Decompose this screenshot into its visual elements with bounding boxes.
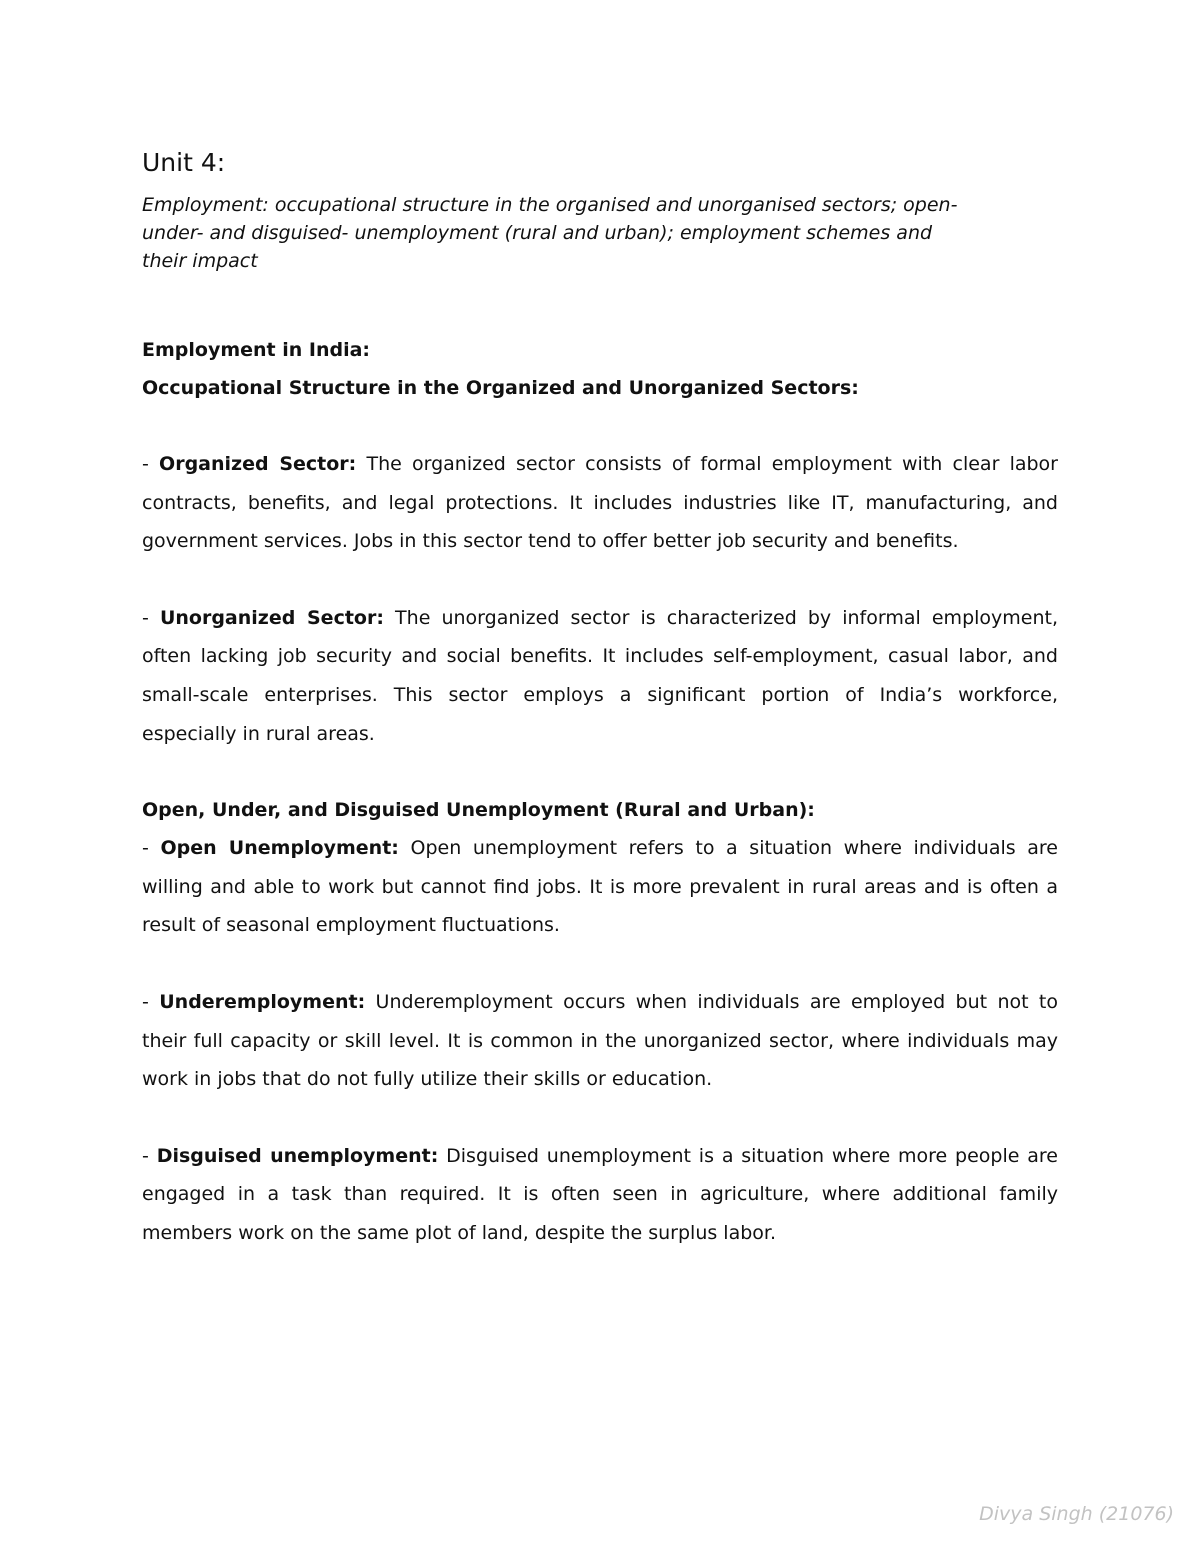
paragraph-unorganized-sector <box>142 599 1058 753</box>
bullet-dash: - <box>142 1144 157 1167</box>
heading-unemployment-types: Open, Under, and Disguised Unemployment (Rural and Urban): <box>142 799 815 822</box>
term-open-unemployment: Open Unemployment: <box>160 837 399 860</box>
term-underemployment: Underemployment: <box>159 990 366 1013</box>
heading-occupational-structure: Occupational Structure in the Organized and Unorganized Sectors: <box>142 377 859 399</box>
text-disguised-unemployment: Disguised unemployment is a situation where more people are engaged in a task than required. It is often seen in agriculture, where additional family members work on the same plot of land, despite the surplus labor. <box>142 1144 1058 1244</box>
paragraph-disguised-unemployment <box>142 1137 1058 1253</box>
paragraph-organized-sector <box>142 445 1058 561</box>
bullet-dash: - <box>142 990 160 1013</box>
unit-title: Unit 4: <box>142 148 226 177</box>
bullet-dash: - <box>142 606 160 629</box>
heading-employment-in-india: Employment in India: <box>142 339 371 361</box>
bullet-dash: - <box>142 837 161 860</box>
paragraph-underemployment <box>142 983 1058 1099</box>
term-disguised-unemployment: Disguised unemployment: <box>156 1144 439 1167</box>
text-underemployment: Underemployment occurs when individuals are employed but not to their full capacity or skill level. It is common in the unorganized sector, where individuals may work in jobs that do not fully utilize their skills or education. <box>142 990 1058 1091</box>
bullet-dash: - <box>142 453 160 475</box>
paragraph-open-unemployment <box>142 829 1058 945</box>
term-organized-sector: Organized Sector: <box>159 453 357 475</box>
text-unorganized-sector: The unorganized sector is characterized by informal employment, often lacking job security and social benefits. It includes self-employment, casual labor, and small-scale enterprises. This sector employs a significant portion of India’s workforce, especially in rural areas. <box>142 606 1059 745</box>
text-open-unemployment: Open unemployment refers to a situation where individuals are willing and able to work but cannot find jobs. It is more prevalent in rural areas and is often a result of seasonal employment fluctuations. <box>142 837 1058 937</box>
syllabus-text: Employment: occupational structure in the organised and unorganised sectors; open- under- and disguised- unemployment (rural and urban); employment schemes and their impact <box>142 194 958 272</box>
term-unorganized-sector: Unorganized Sector: <box>159 606 384 629</box>
document-page <box>142 148 1058 1253</box>
author-footer: Divya Singh (21076) <box>979 1503 1174 1525</box>
text-organized-sector: The organized sector consists of formal employment with clear labor contracts, benefits, and legal protections. It includes industries like IT, manufacturing, and government services. Jobs in this sector tend to offer better job security and benefits. <box>142 453 1058 553</box>
